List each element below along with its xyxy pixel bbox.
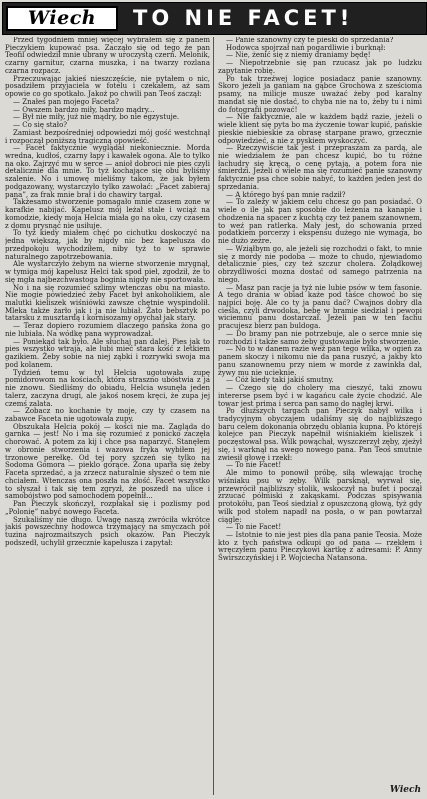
article-paragraph: — Zobacz no kochanie ty moje, czy ty czasem na zabawce Faceta nie ugotowała zupy. (5, 407, 210, 423)
article-paragraph: — Niepotrzebnie się pan rzucasz jak po ludzku zapytanie robię. (218, 59, 422, 75)
article-paragraph: Zamiast bezpośredniej odpowiedzi mój gość westchnął i rozpoczął poniższą tragiczną opowieść. (5, 128, 210, 145)
article-paragraph: — Nie, żenić się z niemy draniamy będę! (226, 51, 371, 60)
article-column-right (218, 37, 422, 789)
article-paragraph: — Rzeczywiście tak jest i przepraszam za pardą, ale nie wiedziałem że pan chcesz kupić, bo tu różne łachudry się kręcą, o cenę pytają, a potem fora nie śmierdzi. Jeżeli o wiele ma się rozumieć panie szanowny faktycznie psa chce sobie nabyć, to każden jeden jest do sprzedania. (218, 144, 422, 191)
article-paragraph: — Facet faktycznie wyglądał niekoniecznie. Morda wredna, kudłoś, czarny łapy i kawałek ogona. Ale to tylko na oko. Zajrzyć mu w serce — anioł dobroci nie pies czyli detalicznie dla mnie. To tyż kochające się obu byliśmy szalenie. No i umowę mieliśmy takom, że jak byłem podgazowany, wystarczyło tylko zawołać: „Facet zabieraj pana”, za frak mnie brał i do chawiry targał. (5, 144, 210, 199)
article-paragraph: — No to w danem razie weź pan tego wilka, w ogień za panem skoczy i nikomu nie da pana ruszyć, a jakby kto panu szanownemu przy niem w morde z zawinkła dał, żywy mu nie ucieknie. (218, 345, 422, 377)
article-title: TO NIE FACET! (133, 6, 354, 30)
article-paragraph: — A którego byś pan mnie radził? (226, 190, 346, 199)
article-paragraph: — Wziąłbym go, ale jeżeli się rozchodzi o fakt, to mnie się z mordy nie podoba — może to chudo, niewiadomo detalicznie pies, czy też szczur cholera. Żołądkowej obrzydliwości mozna dostać od samego patrzenia na niego. (218, 244, 422, 284)
article-paragraph: — To zależy w jakiem celu chcesz go pan posiadać. O wiele o ile jak pan sposobie do leżenia na kanapie i chodzenia na spacer z kuchtą czy też panem szanownem, to weź pan ratlerka. Mały jest, do schowania przed podatkiem porcerzy i ekspensu dużego nie wymaga, bo nie dużo zeżre. (218, 198, 422, 246)
article-paragraph: To tyż kiedy miałem chęć po cichutku doskoczyć na jedna większą, jak by nigdy nic bez kapelusza do przedpokoju wychodziłem, niby tyż to w sprawie naturalnego zapotrzebowania. (5, 229, 210, 261)
article-header (2, 2, 427, 35)
article-paragraph: Hodowca spojrzał nań pogardliwie i burknął: (226, 43, 386, 52)
article-paragraph: — Do bramy pan nie potrzebuje, ale o serce mnie się rozchodzi i także samo żeby gustowanie było stworzenie. (218, 329, 422, 346)
article-paragraph: — Cóż kiedy taki jakiś smutny. (226, 376, 334, 385)
author-logo (6, 6, 118, 31)
article-paragraph: No i na się rozumieć szlimy wtenczas obu na miasto. Nie mogie powiedzieć żeby Facet był ankoholikiem, ale malutki kieliszek wiśniówki zawsze chętnie wyspindolił. Mleka także żarło jak i ja nie lubiał. Zato bebsztyk po tatarsku z musztardą i kornisozamy opychał jak stary. (5, 283, 210, 323)
article-column-left (5, 37, 210, 789)
author-signature: Wiech (389, 785, 421, 795)
article-paragraph: — Teraz dopiero rozumiem dlaczego pańska żona go nie lubiała. Na wódkę pana wyprowadzał. (5, 322, 210, 338)
article-paragraph: Przeczuwając jakieś nieszczęście, nie pytałem o nic, posadziłem przyjaciela w fotelu i czekałem, aż sam opowie co go spotkało. Jakoż po chwili pan Teoś zaczął: (5, 74, 210, 99)
article-paragraph: Tydzień temu w tyl Helcia ugotowała zupę pomidorowom na kościach, która straszno ubóstwia z ja nie znowu. Siedliśmy do obiadu, Helcia wsunęła jeden talerz, zaczyna drugi, ale jakoś nosem kręci, że zupa jej czemś zalata. (5, 368, 210, 408)
article-paragraph: — Nie faktycznie, ale w każdem bądź razie, jeżeli o wiele klient się pyta bo ma życzenie towar kupić, pańskie pieskie niebieskie za obrasę starpane prawo, grzecznie odpowiedzieć, a nie z pyskiem wyskoczyć. (218, 113, 422, 145)
article-paragraph: — Panie szanowny czy te pieski do sprzedania? (226, 37, 394, 44)
author-logo-text: Wiech (27, 7, 97, 29)
article-paragraph: Po tak trzeźwej logice posiadacz panie szanowny. Skoro jeżeli ja ganiam na gąbce Grochowa z sześcioma psamy, na milicje musze uważać żeby pod karalny mandat się nie dostać, to chyba nie na to, żeby tu i nimi do fotografii pozować! (218, 74, 422, 114)
article-paragraph: Ale wystarczyło żebym na wierne stworzenie mrygnął, w tymiga mój kapelusz Helci tak spod pieł, zgodził, że to się mgła najbezchwastoga boginia nigdy nie sportowała. (5, 260, 210, 284)
article-paragraph: — Istotnie to nie jest pies dla pana panie Teosia. Może kto z tych państwa odkupi go od pana — rzekłem i wręczyłem panu Pieczykowi kartkę z adresami: P. Anny Świrszczyńskiej i P. Wojciecha Natansona. (218, 531, 422, 563)
article-paragraph: — Czego się do cholery ma cieszyć, taki znowu intererse psem być i w kagańcu całe życie chodzić. Ale towar jest prima i serca pan samo do nagłej krwi. (218, 384, 422, 408)
article-paragraph: Pan Pieczyk skończył, rozpłakał się i pozlismy pod „Polonię” nabyć nowego Faceta. (5, 500, 210, 516)
article-paragraph: — Co się stało? (13, 121, 68, 130)
article-paragraph: Przed tygodniem mniej więcej wybrałem się z panem Pieczykiem kupować psa. Zacząło się od tego że pan Teofil odwiedził mnie ubrany w uroczystą czerń. Melonik, czarny garnitur, czarna muszka, i na twarzy rozlana czarna rozpacz. (5, 37, 210, 75)
article-paragraph: Obszukała Helcia pokój — kości nie ma. Zagląda do garnka — jest! No i ma się rozumieć z ponicko zaczęła chorować. A potem za kij i chce psa naparzyć. Stanęłem w obronie stworzenia i wazowa fryka wybiłem jej trzonowe perełkę. Od tej pory szczeń się tylko na Sodoma Gomora — pieklo gorące. Żona uparła się żeby Faceta sprzedać, a ja zrzecz naturalnie słyszeć o tem nie chciałem. Wtenczas ona poszła na złość. Facet wszystko to słyszał i tak się tem zgryzł, że poszedł na ulice i samobójstwo pod samochodem popełnił... (5, 422, 210, 501)
article-paragraph: — Był nie miły, już nie mądry, bo nie egzystuje. (13, 113, 180, 122)
article-paragraph: — Owszem bardzo miły, bardzo mądry... (13, 105, 155, 114)
article-paragraph: Po dłuższych targach pan Pieczyk nabył wilka i tradycyjnym obyczajem udaliśmy się do najbliższego baru celem dokonania obrzędu oblania kupna. Po którejś kolejce pan Pieczyk napełnił wiśniakiem kieliszek i poczęstował psa. Wilk powąchał, wyszczerzył zęby, zjeżył się, i warknął na swego nowego pana. Pan Teoś smutnie zwiesił głowę i rzekł: (218, 407, 422, 462)
article-paragraph: — Masz pan racje ja tyż nie lubie psów w tem fasonie. A tego drania w obiad każe pod taśce chowoć bo się najpici boję. Ale co ty ja panu dać? Cwajnos dobry dla cieśla, czyli drwodoka, bebę w bramie siedział i pewopi wiciemnu panu dostarczał. Jeżeli pan w ten fachu pracujesz bierz pan buldoga. (218, 283, 422, 331)
article-paragraph: Ale mimo to ponowił próbę, siłą wlewając trochę wiśniaku psu w zęby. Wilk parsknął, wyrwał się, przewrócił najbliższy stolik, wskoczył na bufet i począł zrzucać półmiski z zakąskami. Podczas spisywania protokółu, pan Teoś siedział z opuszczoną głową, tyż gdy wilk pod stołem napadł na posła, o w pan powtarzał ciągle: (218, 469, 422, 524)
article-paragraph: — Poniekąd tak było. Ale słuchaj pan dalej. Pies jak to pies wszystko wtraja, ale lubi mieć stara kość z letkiem gazikiem. Żeby sobie na niej ząbki i rozrywki swoja ma pod kolanem. (5, 337, 210, 369)
article-paragraph: — To nie Facet! (226, 461, 282, 470)
article-paragraph: Szukaliśmy nie długo. Uwagę naszą zwróciła wkrótce jakiś powszechny hodowca trzymający na smyczach pół tuzina najrozmaitszych psich okazów. Pan Pieczyk podszedł, uchylił grzecznie kapelusza i zapytał: (5, 515, 210, 547)
article-paragraph: — Znałeś pan mojego Faceta? (13, 97, 119, 106)
article-paragraph: Takżesamo stworzenie pomagało mnie czasem zone w karafkie nabijać. Kapelusz mój leżał stale i wciąż na komodzie, kiedy moja Helcia miała go na oku, czy czasem z domu prysnąć nie usiłuje. (5, 198, 210, 230)
column-divider (213, 37, 214, 795)
article-paragraph: — To nie Facet! (226, 523, 282, 532)
